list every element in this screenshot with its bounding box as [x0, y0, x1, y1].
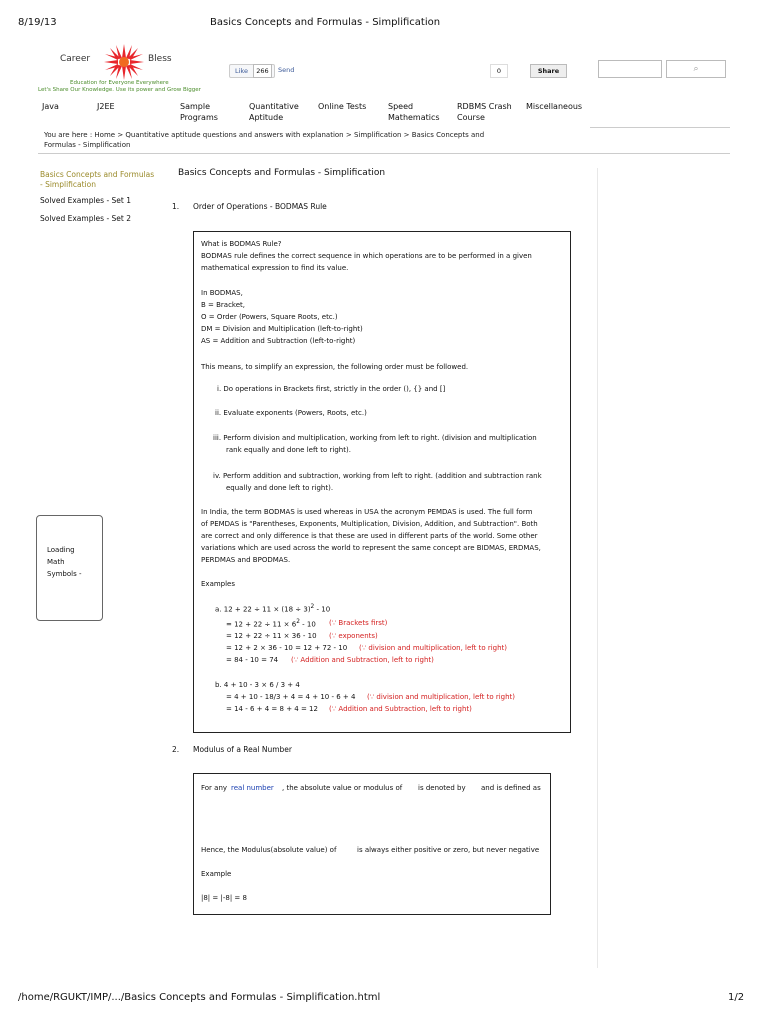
- modulus-text: For any: [201, 784, 228, 792]
- print-page-number: 1/2: [728, 992, 745, 1003]
- rule-item: i. Do operations in Brackets first, strictly in the order (), {} and []: [217, 385, 446, 393]
- page-title: Basics Concepts and Formulas - Simplification: [178, 168, 386, 178]
- examples-heading: Examples: [201, 580, 236, 588]
- example-a-line: = $12 + 22 \div 11 \times 6^2 - 10$: [226, 619, 316, 629]
- nav-item-rdbms-crash-course[interactable]: RDBMS Crash Course: [457, 102, 512, 122]
- modulus-example-heading: Example: [201, 870, 232, 878]
- section-1-number: 1.: [172, 202, 180, 211]
- modulus-text: and is defined as: [481, 784, 541, 792]
- sidebar-item-solved-set-1[interactable]: Solved Examples - Set 1: [40, 196, 132, 205]
- search-input[interactable]: [598, 60, 662, 78]
- loading-line-1: Loading: [47, 546, 75, 554]
- share-count: 0: [490, 64, 508, 78]
- example-a-note: (∵ exponents): [329, 632, 378, 640]
- example-a-line: = 12 + 2 × 36 - 10 = 12 + 72 - 10: [226, 644, 348, 652]
- modulus-box: [193, 773, 551, 915]
- rule-item: iv. Perform addition and subtraction, working from left to right. (addition and subtraction rank: [213, 472, 542, 480]
- example-b-note: (∵ division and multiplication, left to right): [367, 693, 516, 701]
- nav-item-java[interactable]: Java: [42, 102, 59, 111]
- loading-line-2: Math: [47, 558, 65, 566]
- modulus-text: is denoted by: [418, 784, 466, 792]
- like-count: 266: [253, 64, 272, 78]
- example-a-note: (∵ Brackets first): [329, 619, 388, 627]
- breadcrumb-line-1: You are here : Home > Quantitative aptitude questions and answers with explanation > Simplification > Basics Concepts and: [44, 131, 485, 139]
- search-button[interactable]: [666, 60, 726, 78]
- logo-word-right: Bless: [148, 54, 172, 64]
- rule-item: iii. Perform division and multiplication, working from left to right. (division and multiplication: [213, 434, 537, 442]
- search-icon: ⌕: [693, 64, 699, 74]
- sunburst-logo-icon: [104, 44, 144, 80]
- loading-line-3: Symbols -: [47, 570, 82, 578]
- share-button[interactable]: Share: [530, 64, 567, 78]
- bodmas-text: variations which are used across the world to represent the same concept are BIDMAS, ERDMAS,: [201, 544, 541, 552]
- math-loading-widget: [36, 515, 103, 621]
- section-1-title: Order of Operations - BODMAS Rule: [193, 202, 327, 211]
- bodmas-text: of PEMDAS is "Parentheses, Exponents, Multiplication, Division, Addition, and Subtraction". Both: [201, 520, 538, 528]
- nav-item-miscellaneous[interactable]: Miscellaneous: [526, 102, 583, 111]
- facebook-send-button[interactable]: Send: [278, 66, 295, 74]
- right-column-divider: [597, 168, 598, 968]
- breadcrumb[interactable]: [44, 130, 544, 150]
- print-date: 8/19/13: [18, 17, 57, 28]
- nav-item-quantitative-aptitude[interactable]: Quantitative Aptitude: [249, 102, 299, 122]
- bodmas-text: In India, the term BODMAS is used whereas in USA the acronym PEMDAS is used. The full form: [201, 508, 533, 516]
- site-logo[interactable]: [38, 42, 201, 96]
- nav-item-online-tests[interactable]: Online Tests: [318, 102, 367, 111]
- print-footer: [0, 992, 768, 1006]
- example-b-note: (∵ Addition and Subtraction, left to right): [329, 705, 472, 713]
- rule-item: equally and done left to right).: [226, 484, 334, 492]
- nav-divider: [590, 127, 730, 128]
- section-2-title: Modulus of a Real Number: [193, 745, 292, 754]
- modulus-text: is always either positive or zero, but never negative: [357, 846, 540, 854]
- logo-tagline-1: Education for Everyone Everywhere: [70, 80, 169, 86]
- modulus-text: , the absolute value or modulus of: [282, 784, 403, 792]
- bodmas-text: are correct and only difference is that these are used in different parts of the world. Some other: [201, 532, 538, 540]
- bodmas-text: AS = Addition and Subtraction (left-to-right): [201, 337, 356, 345]
- breadcrumb-line-2: Formulas - Simplification: [44, 141, 131, 149]
- example-a-note: (∵ division and multiplication, left to right): [359, 644, 508, 652]
- bodmas-text: B = Bracket,: [201, 301, 246, 309]
- main-nav: [40, 101, 730, 129]
- rule-item: ii. Evaluate exponents (Powers, Roots, etc.): [215, 409, 367, 417]
- bodmas-text: BODMAS rule defines the correct sequence in which operations are to be performed in a given: [201, 252, 532, 260]
- sidebar-item-solved-set-2[interactable]: Solved Examples - Set 2: [40, 214, 132, 223]
- example-b-line: = 14 - 6 + 4 = 8 + 4 = 12: [226, 705, 318, 713]
- sidebar-item-basics-concepts[interactable]: Basics Concepts and Formulas - Simplification: [40, 170, 155, 189]
- rule-item: rank equally and done left to right).: [226, 446, 351, 454]
- section-2-number: 2.: [172, 745, 180, 754]
- print-title: Basics Concepts and Formulas - Simplification: [210, 17, 441, 28]
- bodmas-question: What is BODMAS Rule?: [201, 240, 282, 248]
- bodmas-text: DM = Division and Multiplication (left-to-right): [201, 325, 363, 333]
- bodmas-text: In BODMAS,: [201, 289, 243, 297]
- example-b-line: b. 4 + 10 - 3 × 6 / 3 + 4: [215, 681, 300, 689]
- bodmas-text: mathematical expression to find its value.: [201, 264, 349, 272]
- nav-item-sample-programs[interactable]: Sample Programs: [180, 102, 218, 122]
- bodmas-box: [193, 231, 571, 733]
- example-a-line: = 12 + 22 ÷ 11 × 36 - 10: [226, 632, 317, 640]
- example-a-line: a. $12 + 22 \div 11 \times (18 \div 3)^2 - 10$: [215, 604, 331, 614]
- nav-item-j2ee[interactable]: J2EE: [97, 102, 115, 111]
- logo-word-left: Career: [60, 54, 91, 64]
- modulus-text: Hence, the Modulus(absolute value) of: [201, 846, 337, 854]
- header-divider: [38, 153, 730, 154]
- bodmas-text: O = Order (Powers, Square Roots, etc.): [201, 313, 338, 321]
- example-a-line: = 84 - 10 = 74: [226, 656, 279, 664]
- example-a-note: (∵ Addition and Subtraction, left to right): [291, 656, 434, 664]
- bodmas-text: PERDMAS and BPODMAS.: [201, 556, 291, 564]
- modulus-example: |8| = |-8| = 8: [201, 894, 247, 902]
- real-number-link[interactable]: real number: [231, 784, 274, 792]
- example-b-line: = 4 + 10 - 18/3 + 4 = 4 + 10 - 6 + 4: [226, 693, 356, 701]
- print-header: [0, 17, 768, 31]
- nav-item-speed-mathematics[interactable]: Speed Mathematics: [388, 102, 440, 122]
- print-file-path: /home/RGUKT/IMP/.../Basics Concepts and Formulas - Simplification.html: [18, 992, 381, 1003]
- logo-tagline-2: Let's Share Our Knowledge. Use its power and Grow Bigger: [38, 87, 201, 93]
- like-label: Like: [235, 67, 248, 75]
- bodmas-text: This means, to simplify an expression, the following order must be followed.: [201, 363, 469, 371]
